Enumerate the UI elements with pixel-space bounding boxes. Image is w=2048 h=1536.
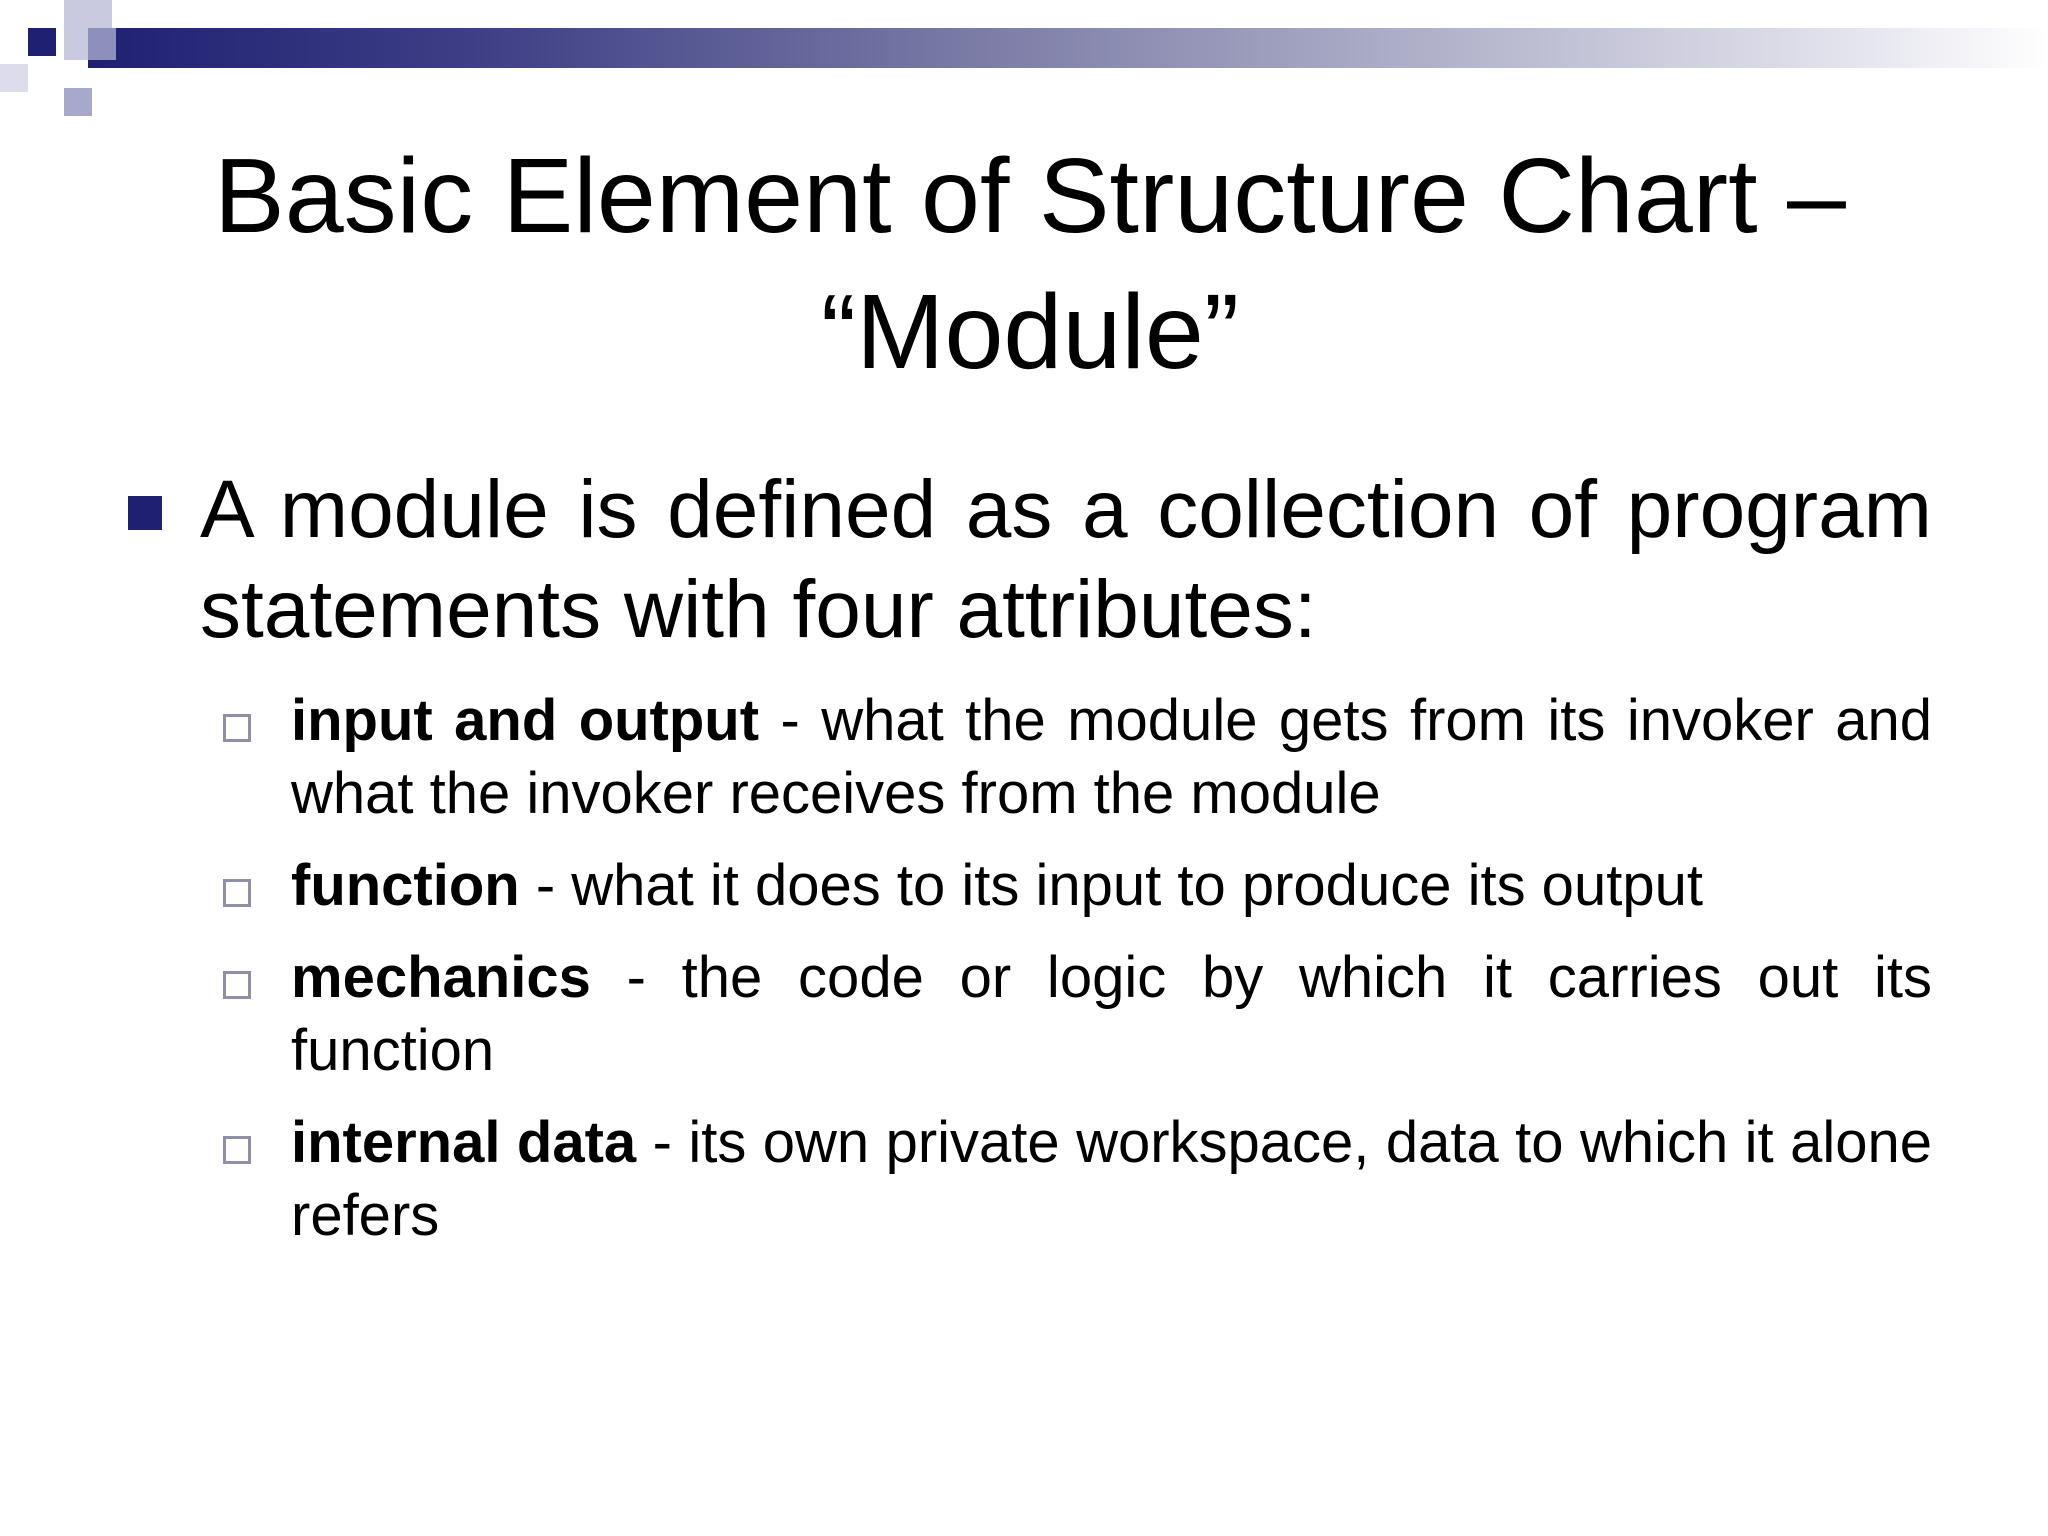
square-bullet-icon bbox=[128, 496, 162, 530]
slide-body bbox=[128, 460, 1932, 1271]
decorative-square bbox=[64, 88, 92, 116]
list-item bbox=[291, 1106, 1932, 1252]
attribute-description: - its own private workspace, data to which it alone refers bbox=[291, 1110, 1932, 1248]
attribute-description: - the code or logic by which it carries out its function bbox=[291, 945, 1932, 1083]
main-bullet-item bbox=[128, 460, 1932, 660]
attribute-term: input and output bbox=[291, 688, 760, 753]
list-item bbox=[291, 849, 1932, 922]
attribute-term: function bbox=[291, 853, 520, 918]
decorative-square bbox=[88, 28, 116, 60]
hollow-square-bullet-icon bbox=[223, 971, 251, 999]
attribute-description: - what the module gets from its invoker and what the invoker receives from the module bbox=[291, 688, 1932, 826]
header-gradient-bar bbox=[88, 28, 2048, 68]
attribute-list bbox=[128, 684, 1932, 1252]
hollow-square-bullet-icon bbox=[223, 714, 251, 742]
list-item bbox=[291, 941, 1932, 1087]
decorative-square bbox=[0, 64, 28, 92]
slide-title: Basic Element of Structure Chart – “Module” bbox=[214, 137, 1846, 391]
list-item bbox=[291, 684, 1932, 830]
attribute-term: internal data bbox=[291, 1110, 637, 1175]
attribute-description: - what it does to its input to produce its output bbox=[519, 853, 1703, 918]
decorative-square bbox=[28, 28, 56, 56]
hollow-square-bullet-icon bbox=[223, 1136, 251, 1164]
hollow-square-bullet-icon bbox=[223, 879, 251, 907]
main-bullet-text: A module is defined as a collection of program statements with four attributes: bbox=[200, 464, 1932, 655]
attribute-term: mechanics bbox=[291, 945, 591, 1010]
